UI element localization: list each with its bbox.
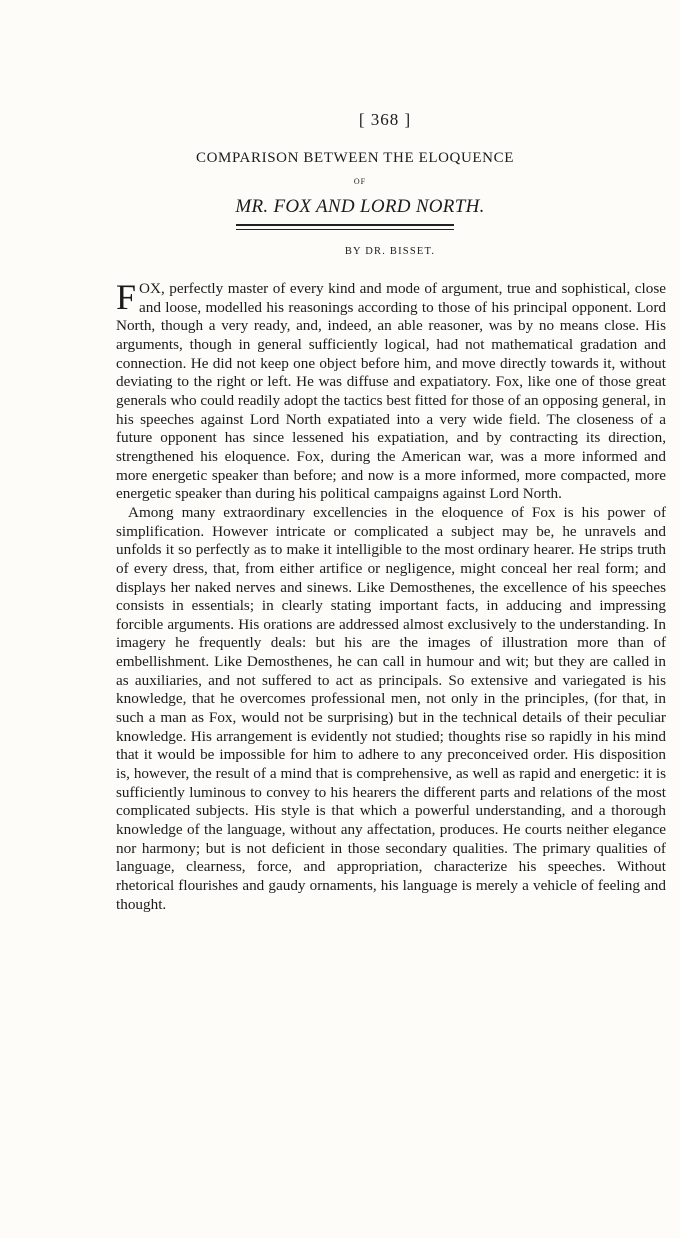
title-rule-thin	[236, 229, 454, 230]
author-line: BY DR. BISSET.	[344, 246, 436, 257]
paragraph-2	[116, 504, 666, 914]
page-number: [ 368 ]	[358, 110, 412, 129]
title-rule-thick	[236, 224, 454, 226]
paragraph-1	[116, 277, 666, 504]
paragraph-2-text: Among many extraordinary excellencies in the eloquence of Fox is his power of simplification. However intricate or complicated a subject may be, he unravels and unfolds it so perfectly as to make it intelligible to the most ordinary hearer. He strips truth of every dress, that, from either artifice or negligence, might conceal her real form; and displays her naked nerves and sinews. Like Demosthenes, the excellence of his speeches consists in essentials; in clearly stating important facts, in adducing and impressing forcible arguments. His orations are addressed almost exclusively to the understanding. In imagery he frequently deals: but his are the images of illustration more than of embellishment. Like Demosthenes, he can call in humour and wit; but they are called in as auxiliaries, and not suffered to act as principals. So extensive and variegated is his knowledge, that he overcomes professional men, not only in the principles, (for that, in such a man as Fox, would not be surprising) but in the technical details of their peculiar knowledge. His arrangement is evidently not studied; thoughts rise so rapidly in his mind that it would be impossible for him to adhere to any preconceived order. His disposition is, however, the result of a mind that is comprehensive, as well as rapid and energetic: it is sufficiently luminous to convey to his hearers the different parts and relations of the most complicated subjects. His style is that which a powerful understanding, and a thorough knowledge of the language, without any affectation, produces. He courts neither elegance nor harmony; but is not deficient in those secondary qualities. The primary qualities of language, clearness, force, and appropriation, characterize his speeches. Without rhetorical flourishes and gaudy ornaments, his language is merely a vehicle of feeling and thought.	[116, 503, 666, 913]
title-of: OF	[353, 177, 367, 186]
paragraph-1-lead: OX,	[139, 280, 165, 297]
drop-cap: F	[116, 277, 137, 317]
article-body	[116, 277, 666, 914]
article-subtitle: MR. FOX AND LORD NORTH.	[235, 196, 485, 217]
paragraph-1-text: perfectly master of every kind and mode of argument, true and sophistical, close and loose, modelled his reasonings according to those of his principal opponent. Lord North, though a very ready, and, indeed, an able reasoner, was by no means close. His arguments, though in general sufficiently logical, had not mathematical gradation and connection. He did not keep one object before him, and move directly towards it, without deviating to the right or left. He was diffuse and expatiatory. Fox, like one of those great generals who could readily adopt the tactics best fitted for those of an opposing general, in his speeches against Lord North expatiated into a very wide field. The closeness of a future opponent has since lessened his expatiation, and by contracting its direction, strengthened his eloquence. Fox, during the American war, was a more informed and more energetic speaker than before; and now is a more informed, more compacted, more energetic speaker than during his political campaigns against Lord North.	[116, 280, 666, 503]
article-title: COMPARISON BETWEEN THE ELOQUENCE	[196, 150, 514, 166]
